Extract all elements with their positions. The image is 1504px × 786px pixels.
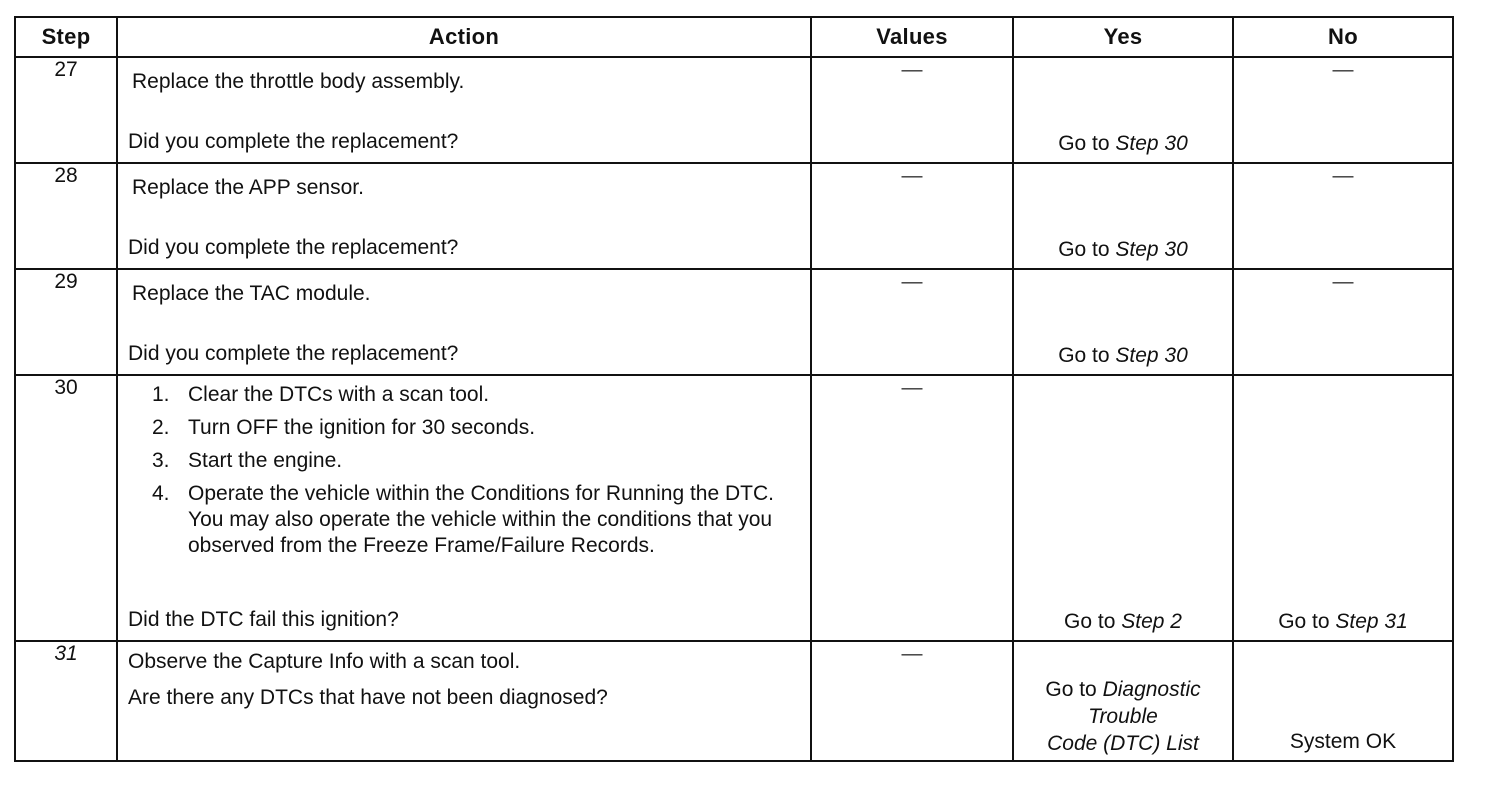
action-cell [117, 57, 811, 163]
table-row-step-30 [15, 375, 1453, 641]
action-instruction: Replace the TAC module. [132, 282, 371, 305]
yes-cell [1013, 269, 1233, 375]
values-cell: — [811, 641, 1013, 761]
dtc-list-link-part[interactable]: Code (DTC) List [1047, 732, 1199, 755]
list-item-text: Turn OFF the ignition for 30 seconds. [188, 416, 536, 439]
header-yes: Yes [1013, 17, 1233, 57]
goto-prefix: Go to [1058, 238, 1116, 261]
list-item-text: Start the engine. [188, 449, 343, 472]
action-cell [117, 269, 811, 375]
header-action: Action [117, 17, 811, 57]
list-item [152, 415, 802, 441]
list-item-number: 1. [152, 383, 170, 406]
header-step: Step [15, 17, 117, 57]
step-link[interactable]: Step 30 [1115, 238, 1188, 261]
no-cell: — [1233, 269, 1453, 375]
list-item-text: Operate the vehicle within the Conditions for Running the DTC. You may also operate the vehicle within the conditions that you observed from the Freeze Frame/Failure Records. [188, 482, 774, 557]
step-number: 28 [15, 163, 117, 269]
action-cell [117, 641, 811, 761]
goto-prefix: Go to [1058, 132, 1116, 155]
list-item [152, 382, 802, 408]
goto-prefix: Go to [1058, 344, 1116, 367]
values-cell: — [811, 269, 1013, 375]
action-instruction: Observe the Capture Info with a scan tool. [128, 650, 521, 673]
action-numbered-list [152, 382, 802, 566]
action-question: Did you complete the replacement? [128, 342, 459, 365]
table-row-step-31 [15, 641, 1453, 761]
step-number: 29 [15, 269, 117, 375]
table-row-step-29 [15, 269, 1453, 375]
action-instruction: Replace the throttle body assembly. [132, 70, 465, 93]
step-link[interactable]: Step 30 [1115, 132, 1188, 155]
header-no: No [1233, 17, 1453, 57]
no-cell: — [1233, 57, 1453, 163]
yes-goto-link[interactable] [1014, 238, 1232, 262]
yes-cell [1013, 163, 1233, 269]
yes-goto-link[interactable] [1014, 610, 1232, 634]
yes-goto-link[interactable] [1014, 676, 1232, 757]
no-cell [1233, 375, 1453, 641]
list-item-text: Clear the DTCs with a scan tool. [188, 383, 490, 406]
values-cell: — [811, 375, 1013, 641]
yes-cell [1013, 641, 1233, 761]
action-question: Are there any DTCs that have not been diagnosed? [128, 686, 608, 709]
goto-prefix: Go to [1045, 678, 1103, 701]
step-link[interactable]: Step 31 [1335, 610, 1408, 633]
action-question: Did the DTC fail this ignition? [128, 608, 399, 631]
step-number: 31 [15, 641, 117, 761]
no-goto-link[interactable] [1234, 610, 1452, 634]
list-item-number: 4. [152, 482, 170, 505]
yes-goto-link[interactable] [1014, 344, 1232, 368]
diagnostic-steps-table [14, 16, 1454, 762]
action-question: Did you complete the replacement? [128, 130, 459, 153]
list-item [152, 481, 802, 559]
values-cell: — [811, 57, 1013, 163]
diagnostic-table-container [14, 16, 1452, 762]
table-header-row [15, 17, 1453, 57]
yes-goto-link[interactable] [1014, 132, 1232, 156]
list-item-number: 3. [152, 449, 170, 472]
step-number: 27 [15, 57, 117, 163]
no-cell: — [1233, 163, 1453, 269]
goto-line-1 [1014, 676, 1232, 703]
action-instruction: Replace the APP sensor. [132, 176, 364, 199]
yes-cell [1013, 57, 1233, 163]
table-row-step-28 [15, 163, 1453, 269]
dtc-list-link-part[interactable]: Trouble [1088, 705, 1158, 728]
action-cell [117, 163, 811, 269]
list-item-number: 2. [152, 416, 170, 439]
values-cell: — [811, 163, 1013, 269]
header-values: Values [811, 17, 1013, 57]
list-item [152, 448, 802, 474]
step-number: 30 [15, 375, 117, 641]
table-row-step-27 [15, 57, 1453, 163]
no-result-text: System OK [1289, 730, 1397, 753]
goto-prefix: Go to [1064, 610, 1122, 633]
dtc-list-link-part[interactable]: Diagnostic [1102, 678, 1201, 701]
step-link[interactable]: Step 2 [1121, 610, 1182, 633]
action-question: Did you complete the replacement? [128, 236, 459, 259]
action-cell [117, 375, 811, 641]
goto-prefix: Go to [1278, 610, 1336, 633]
step-link[interactable]: Step 30 [1115, 344, 1188, 367]
no-cell [1233, 641, 1453, 761]
yes-cell [1013, 375, 1233, 641]
